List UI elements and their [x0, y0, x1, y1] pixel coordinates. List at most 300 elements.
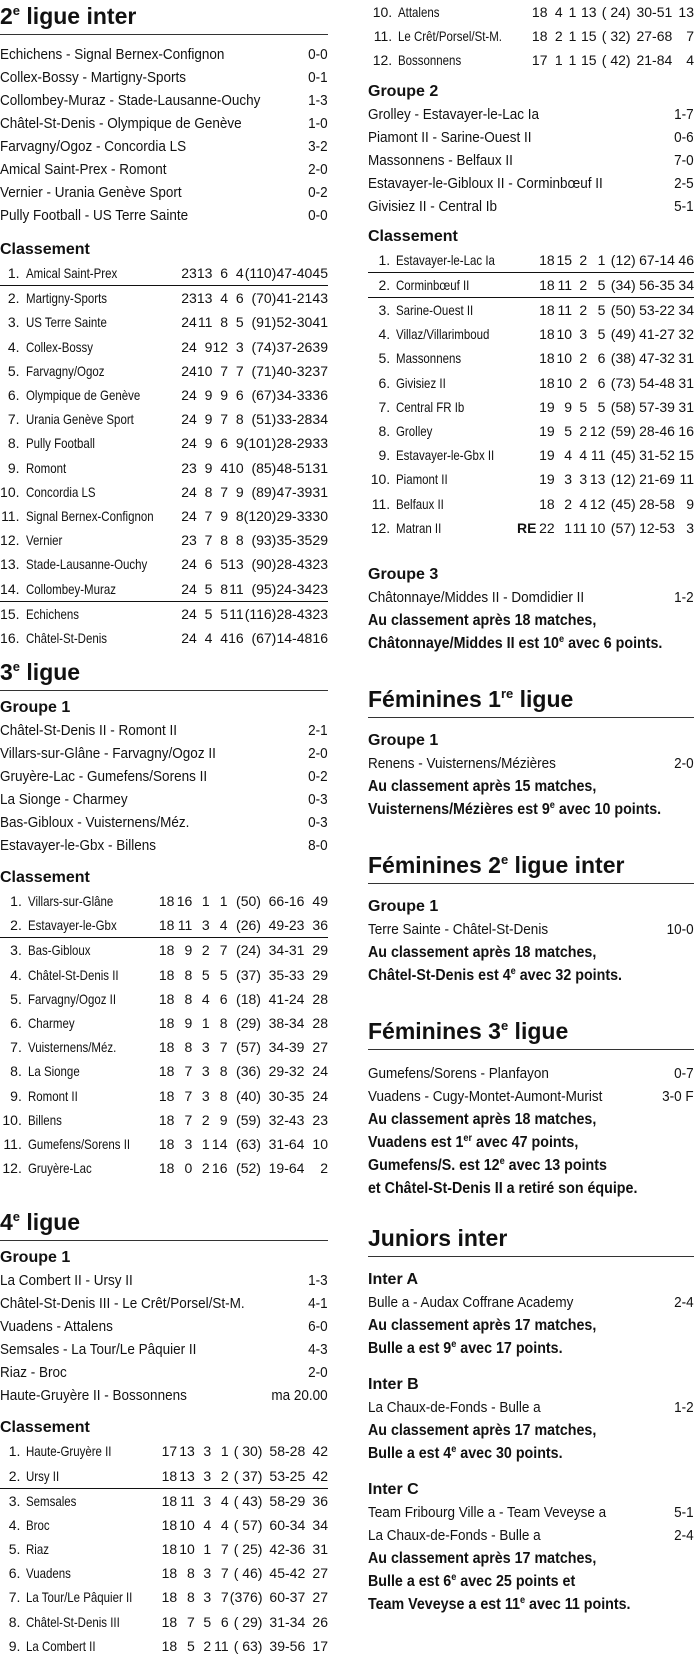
table-row — [0, 1084, 328, 1108]
team-name: Châtel-St-Denis III — [26, 1613, 121, 1630]
team-name: Pully Football — [25, 435, 95, 452]
stat-cell: ( 43) — [233, 1492, 263, 1509]
stat-cell: 18 — [161, 1613, 178, 1630]
table-row — [368, 491, 694, 515]
team-name-cell — [20, 383, 182, 407]
stat-cell: 16 — [211, 1160, 228, 1177]
stat-cell: 13 — [678, 4, 694, 21]
stat-cell: 10 — [589, 519, 606, 536]
stat-cell: 18 — [158, 893, 175, 910]
stat-cell: 47-32 — [639, 350, 675, 367]
team-name: Broc — [26, 1516, 51, 1533]
table-row — [0, 383, 328, 407]
group-label: Groupe 1 — [368, 731, 439, 749]
rank-cell: 3. — [8, 1492, 21, 1509]
team-name: Concordia LS — [25, 483, 96, 500]
stat-cell — [517, 346, 537, 370]
team-name: Martigny-Sports — [25, 290, 107, 307]
stat-cell: 5 — [220, 605, 229, 622]
match-teams: Terre Sainte - Châtel-St-Denis — [368, 920, 549, 938]
stat-cell: 6 — [597, 374, 606, 391]
group-label: Groupe 3 — [368, 565, 439, 583]
match-row — [368, 1396, 694, 1419]
stat-cell: 32 — [678, 326, 694, 343]
match-teams: Vernier - Urania Genève Sport — [0, 184, 182, 201]
stat-cell: 13 — [228, 556, 244, 573]
stat-cell: 9 — [235, 435, 244, 452]
stat-cell: 31 — [678, 398, 694, 415]
stat-cell: (67) — [251, 629, 277, 646]
table-row — [0, 335, 328, 359]
stat-cell: 6 — [235, 387, 244, 404]
table-row — [0, 987, 328, 1011]
match-row — [0, 1315, 328, 1338]
team-name: Haute-Gruyère II — [26, 1443, 112, 1460]
stat-cell: 22 — [539, 519, 555, 536]
match-teams: La Chaux-de-Fonds - Bulle a — [368, 1398, 541, 1416]
stat-cell: 18 — [161, 1492, 178, 1509]
match-teams: Vuadens - Attalens — [0, 1318, 113, 1336]
stat-cell: 2 — [572, 248, 587, 273]
stat-cell: 11 — [590, 447, 606, 464]
team-name-cell — [20, 552, 182, 576]
stat-cell: 31 — [678, 350, 694, 367]
stat-cell: 8 — [219, 1015, 228, 1032]
stat-cell: 27-68 — [636, 28, 673, 45]
match-score: 1-2 — [674, 588, 694, 606]
stat-cell: (73) — [610, 374, 636, 391]
stat-cell: 10 — [556, 374, 573, 391]
stat-cell: 4 — [210, 913, 228, 938]
match-score: 5-1 — [674, 197, 694, 215]
stat-cell: 29-33 — [276, 507, 313, 524]
stat-cell: 8 — [204, 483, 213, 500]
stat-cell: 4 — [686, 52, 694, 69]
match-row — [0, 1338, 328, 1361]
classement-label: Classement — [0, 869, 90, 886]
stat-cell: 11 — [679, 471, 694, 488]
stat-cell: 66-16 — [268, 893, 305, 910]
match-score: 0-2 — [308, 768, 328, 785]
stat-cell: 8 — [219, 1087, 228, 1104]
stat-cell: 19 — [539, 447, 555, 464]
stat-cell: 8 — [186, 1565, 195, 1582]
stat-cell: 58-28 — [269, 1443, 306, 1460]
stat-cell: 27 — [312, 1589, 328, 1606]
stat-cell: 23 — [181, 290, 197, 307]
match-teams: Grolley - Estavayer-le-Lac Ia — [368, 105, 540, 123]
match-teams: La Sionge - Charmey — [0, 791, 128, 808]
stat-cell: 2 — [554, 28, 563, 45]
stat-cell: 8 — [184, 990, 193, 1007]
stat-cell: 23 — [312, 605, 328, 622]
match-score: 2-0 — [674, 754, 694, 772]
rank-cell: 4. — [10, 966, 22, 983]
table-row — [0, 456, 328, 480]
team-name: Charmey — [27, 1015, 75, 1032]
stat-cell: 8 — [220, 314, 229, 331]
stat-cell: 54-48 — [639, 374, 675, 391]
stat-cell: 11 — [555, 272, 572, 297]
match-row — [368, 149, 694, 172]
stat-cell: 6 — [204, 556, 213, 573]
rank-cell: 3. — [378, 302, 391, 319]
team-name: Piamont II — [396, 471, 448, 488]
table-row — [0, 407, 328, 431]
match-score: 8-0 — [308, 837, 328, 854]
table-row — [0, 504, 328, 528]
stat-cell: 19-64 — [268, 1160, 305, 1177]
stat-cell: 28 — [312, 990, 328, 1007]
table-row — [0, 913, 328, 938]
stat-cell: 36 — [312, 387, 328, 404]
stat-cell: 4 — [220, 459, 229, 476]
stat-cell: 19 — [539, 398, 555, 415]
stat-cell: 6 — [597, 350, 606, 367]
stat-cell: 7 — [220, 1565, 229, 1582]
match-teams: Bas-Gibloux - Vuisternens/Méz. — [0, 814, 190, 831]
team-name-cell — [20, 1488, 156, 1513]
stat-cell: 24 — [181, 483, 197, 500]
stat-cell: 13 — [197, 261, 213, 286]
stat-cell: 18 — [161, 1541, 178, 1558]
team-name-cell — [20, 528, 182, 552]
team-name-cell — [20, 359, 182, 383]
team-name-cell — [22, 1059, 153, 1083]
match-score: 7-0 — [674, 151, 694, 169]
standing-note: Au classement après 15 matches, — [368, 777, 597, 795]
group-label: Groupe 1 — [368, 897, 439, 915]
stat-cell — [517, 395, 537, 419]
stat-cell: RE — [516, 519, 537, 536]
rank-cell: 15. — [0, 605, 20, 622]
stat-cell: 7 — [220, 1541, 229, 1558]
team-name-cell — [22, 1132, 153, 1156]
stat-cell: 5 — [564, 422, 573, 439]
match-row — [0, 788, 328, 811]
stat-cell: 23 — [312, 1111, 328, 1128]
stat-cell: 18 — [153, 913, 175, 938]
team-name-cell — [20, 480, 182, 504]
stat-cell: 57-39 — [639, 398, 675, 415]
match-score: 10-0 — [666, 920, 694, 938]
stat-cell: 36 — [304, 913, 328, 938]
stat-cell: 11 — [229, 605, 244, 622]
stat-cell: 24 — [312, 1063, 328, 1080]
stat-cell: 5 — [203, 1613, 212, 1630]
team-name: Le Crêt/Porsel/St-M. — [398, 28, 503, 45]
match-teams: Estavayer-le-Gbx - Billens — [0, 837, 157, 854]
stat-cell: 24-34 — [276, 576, 312, 601]
stat-cell: 16 — [312, 629, 328, 646]
stat-cell: 7 — [186, 1613, 195, 1630]
stat-cell: 60-34 — [269, 1516, 306, 1533]
rank-cell: 7. — [8, 1589, 21, 1606]
team-name-cell — [20, 626, 182, 650]
team-name-cell — [20, 261, 182, 286]
rank-cell: 9. — [8, 1637, 21, 1654]
stat-cell — [517, 491, 537, 515]
match-teams: Châtel-St-Denis - Olympique de Genève — [0, 115, 242, 132]
stat-cell: 7 — [219, 942, 228, 959]
match-score: 0-2 — [308, 184, 328, 201]
stat-cell: 42-36 — [269, 1541, 306, 1558]
stat-cell: 33 — [312, 435, 328, 452]
stat-cell: 6 — [219, 990, 228, 1007]
team-name: Olympique de Genève — [25, 387, 140, 404]
rank-cell: 3. — [10, 942, 22, 959]
match-row — [0, 811, 328, 834]
match-row — [0, 742, 328, 765]
stat-cell: 5 — [219, 966, 228, 983]
stat-cell: 2 — [564, 495, 573, 512]
table-row — [0, 601, 328, 626]
stat-cell: 9 — [220, 387, 229, 404]
section-title-feminines-3e-ligue: Féminines 3e ligue — [368, 1015, 694, 1050]
stat-cell: 29 — [312, 532, 328, 549]
match-row — [0, 765, 328, 788]
stat-cell: 5 — [597, 326, 606, 343]
team-name-cell — [390, 516, 517, 540]
rank-cell: 7. — [378, 398, 391, 415]
team-name-cell — [20, 407, 182, 431]
stat-cell: 12 — [589, 495, 606, 512]
team-name-cell — [20, 601, 182, 626]
stat-cell: 8 — [235, 411, 244, 428]
stat-cell: 18 — [536, 248, 554, 273]
match-score: 0-3 — [308, 791, 328, 808]
stat-cell: 18 — [536, 272, 554, 297]
stat-cell: 18 — [158, 1039, 175, 1056]
stat-cell: 31 — [312, 459, 328, 476]
stat-cell: 49 — [312, 893, 328, 910]
match-teams: La Chaux-de-Fonds - Bulle a — [368, 1526, 541, 1544]
stat-cell: (50) — [236, 893, 261, 910]
stat-cell: 9 — [220, 507, 229, 524]
team-name: Estavayer-le-Lac Ia — [396, 251, 496, 268]
match-row — [0, 135, 328, 158]
stat-cell: 15 — [581, 28, 597, 45]
group-label: Groupe 1 — [0, 699, 71, 716]
rank-cell: 7. — [10, 1039, 22, 1056]
stat-cell: 9 — [184, 942, 193, 959]
stat-cell: 18 — [539, 302, 555, 319]
rank-cell: 8. — [378, 422, 391, 439]
stat-cell: 3 — [201, 1063, 210, 1080]
rank-cell: 9. — [7, 459, 20, 476]
stat-cell: (120) — [243, 507, 277, 524]
stat-cell: ( 25) — [233, 1541, 263, 1558]
stat-cell: 67-14 — [636, 248, 675, 273]
team-name-cell — [22, 889, 153, 913]
stat-cell: 34 — [675, 272, 694, 297]
stat-cell: 12 — [589, 422, 606, 439]
stat-cell — [517, 322, 537, 346]
group-label: Groupe 1 — [0, 1249, 71, 1267]
standing-note: Au classement après 18 matches, — [368, 611, 597, 629]
team-name: La Tour/Le Pâquier II — [26, 1589, 133, 1606]
table-row — [368, 371, 694, 395]
stat-cell: 24 — [312, 1087, 328, 1104]
stat-cell: 7 — [220, 411, 229, 428]
stat-cell: 15 — [555, 248, 572, 273]
match-row — [368, 1524, 694, 1547]
match-row — [368, 1501, 694, 1524]
table-row — [0, 938, 328, 963]
stat-cell: 6 — [220, 1613, 229, 1630]
stat-cell: 2 — [579, 302, 588, 319]
match-row — [368, 126, 694, 149]
team-name-cell — [390, 371, 517, 395]
stat-cell: 2 — [203, 1637, 212, 1654]
stat-cell: 11 — [197, 314, 213, 331]
team-name: Farvagny/Ogoz II — [27, 990, 116, 1007]
stat-cell: 52-30 — [276, 314, 313, 331]
stat-cell: 37-26 — [276, 338, 313, 355]
stat-cell: (24) — [236, 942, 261, 959]
team-name-cell — [22, 1084, 153, 1108]
match-teams: Collombey-Muraz - Stade-Lausanne-Ouchy — [0, 92, 261, 109]
rank-cell: 10. — [372, 4, 393, 21]
match-row — [0, 43, 328, 66]
rank-cell: 3. — [7, 314, 20, 331]
stat-cell: 24 — [181, 362, 197, 379]
stat-cell: 1 — [203, 1541, 212, 1558]
match-teams: Châtel-St-Denis II - Romont II — [0, 722, 178, 739]
stat-cell: 31 — [312, 483, 328, 500]
rank-cell: 5. — [10, 990, 22, 1007]
rank-cell: 12. — [0, 532, 20, 549]
match-teams: Farvagny/Ogoz - Concordia LS — [0, 138, 187, 155]
team-name-cell — [20, 1585, 156, 1609]
match-teams: Renens - Vuisternens/Mézières — [368, 754, 556, 772]
team-name: Châtel-St-Denis II — [27, 966, 119, 983]
stat-cell: 1 — [587, 248, 605, 273]
standing-note: Vuisternens/Mézières est 9e avec 10 points. — [368, 799, 662, 818]
standing-note: Au classement après 17 matches, — [368, 1549, 597, 1567]
rank-cell: 12. — [370, 519, 391, 536]
rank-cell: 2. — [0, 913, 22, 938]
match-score: 0-1 — [308, 69, 328, 86]
stat-cell: 7 — [204, 532, 213, 549]
match-row — [0, 204, 328, 227]
table-row — [0, 1610, 328, 1634]
match-row — [0, 112, 328, 135]
rank-cell: 2. — [368, 272, 390, 297]
team-name: Sarine-Ouest II — [396, 302, 474, 319]
table-row — [0, 1537, 328, 1561]
match-score: 1-0 — [308, 115, 328, 132]
stat-cell: (36) — [236, 1063, 261, 1080]
rank-cell: 11. — [3, 1135, 22, 1152]
stat-cell: (85) — [251, 459, 277, 476]
stat-cell: 24 — [181, 435, 197, 452]
stat-cell: (38) — [610, 350, 636, 367]
stat-cell: 18 — [161, 1589, 178, 1606]
stat-cell: 2 — [211, 1463, 228, 1488]
stat-cell: 23 — [312, 576, 328, 601]
rank-cell: 10. — [2, 1111, 22, 1128]
stat-cell: 24 — [181, 629, 197, 646]
match-teams: Bulle a - Audax Coffrane Academy — [368, 1293, 574, 1311]
stat-cell: 1 — [220, 1443, 229, 1460]
stat-cell: 18 — [531, 4, 548, 21]
match-teams: Team Fribourg Ville a - Team Veveyse a — [368, 1503, 607, 1521]
stat-cell: 47-40 — [276, 261, 312, 286]
match-score: 2-0 — [308, 161, 328, 178]
stat-cell: 13 — [196, 290, 213, 307]
stat-cell: 24 — [181, 507, 197, 524]
stat-cell: 27 — [312, 1039, 328, 1056]
section-title-2e-ligue-inter: 2e ligue inter — [0, 0, 328, 35]
group-label: Groupe 2 — [368, 82, 439, 100]
stat-cell: (51) — [251, 411, 277, 428]
stat-cell: 13 — [581, 4, 597, 21]
team-name-cell — [22, 963, 153, 987]
team-name: Matran II — [396, 519, 442, 536]
stat-cell: 3 — [203, 1492, 212, 1509]
team-name: Estavayer-le-Gbx — [27, 917, 117, 934]
classement-label: Classement — [0, 241, 90, 258]
team-name: Collombey-Muraz — [25, 580, 116, 597]
standing-note: Team Veveyse a est 11e avec 11 points. — [368, 1594, 631, 1613]
team-name: Belfaux II — [396, 495, 445, 512]
stat-cell: (58) — [610, 398, 636, 415]
team-name-cell — [22, 938, 153, 963]
team-name-cell — [22, 1011, 153, 1035]
stat-cell: 24 — [181, 338, 197, 355]
stat-cell: (57) — [610, 519, 636, 536]
stat-cell: 18 — [161, 1516, 178, 1533]
match-teams: Amical Saint-Prex - Romont — [0, 161, 167, 178]
stat-cell: 36 — [312, 1492, 328, 1509]
stat-cell: 5 — [235, 314, 244, 331]
stat-cell: 18 — [158, 966, 175, 983]
stat-cell: 13 — [589, 471, 606, 488]
match-teams: Pully Football - US Terre Sainte — [0, 207, 189, 224]
standing-note: Châtel-St-Denis est 4e avec 32 points. — [368, 965, 622, 984]
stat-cell: 8 — [235, 507, 244, 524]
match-row — [0, 89, 328, 112]
stat-cell — [517, 419, 537, 443]
stat-cell: ( 32) — [601, 28, 631, 45]
standing-note: Au classement après 18 matches, — [368, 943, 597, 961]
standing-note: Bulle a est 4e avec 30 points. — [368, 1443, 563, 1462]
table-row — [0, 431, 328, 455]
standing-note: Au classement après 17 matches, — [368, 1421, 597, 1439]
stat-cell: 7 — [204, 507, 213, 524]
stat-cell: 5 — [220, 556, 229, 573]
team-name: Central FR Ib — [396, 398, 465, 415]
stat-cell: 7 — [219, 1039, 228, 1056]
table-row — [368, 0, 694, 24]
rank-cell: 2. — [0, 1463, 20, 1488]
stat-cell: 12 — [212, 338, 229, 355]
stat-cell: 15 — [678, 447, 694, 464]
rank-cell: 14. — [0, 576, 20, 601]
stat-cell — [517, 297, 537, 322]
stat-cell: (52) — [236, 1160, 261, 1177]
team-name-cell — [20, 1513, 156, 1537]
stat-cell: 5 — [201, 966, 210, 983]
rank-cell: 5. — [8, 1541, 21, 1558]
rank-cell: 1. — [10, 893, 22, 910]
stat-cell: 34-39 — [268, 1039, 305, 1056]
stat-cell: 9 — [204, 459, 213, 476]
stat-cell: 24 — [181, 387, 197, 404]
team-name-cell — [20, 456, 182, 480]
stat-cell: 41 — [312, 314, 328, 331]
